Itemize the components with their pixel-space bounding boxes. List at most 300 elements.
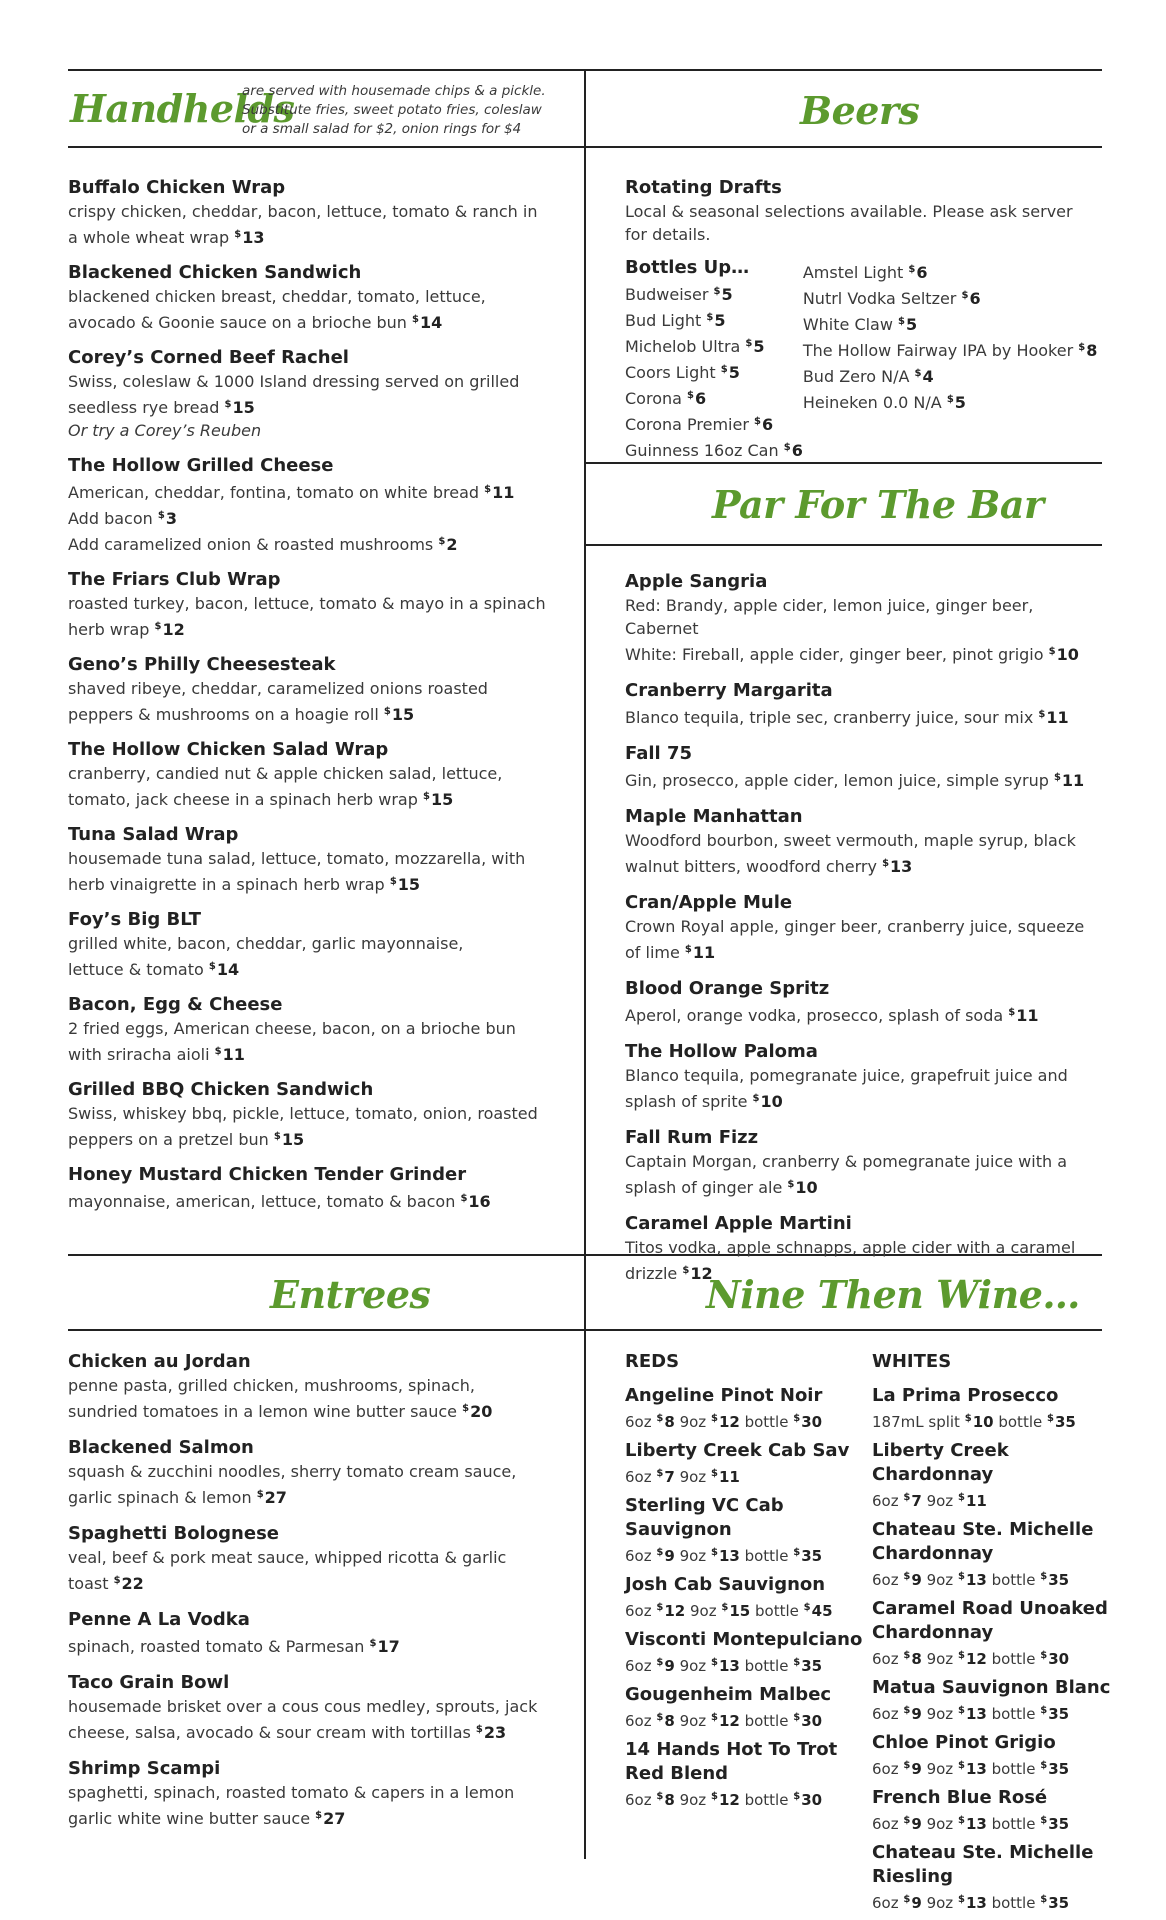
- pour-label: bottle: [744, 1547, 789, 1565]
- item-desc: [68, 370, 568, 442]
- price: [656, 1657, 674, 1675]
- dollar-sign: $: [903, 1894, 911, 1905]
- menu-item: [625, 977, 1105, 1027]
- dollar-sign: $: [656, 1468, 664, 1479]
- bottle-item: [803, 284, 1098, 310]
- price-value: 13: [965, 1705, 987, 1723]
- price: [423, 790, 453, 809]
- dollar-sign: $: [882, 858, 890, 869]
- item-name: Foy’s Big BLT: [68, 909, 202, 930]
- dollar-sign: $: [273, 1131, 281, 1142]
- price-value: 8: [911, 1650, 922, 1668]
- item-desc: [68, 478, 568, 556]
- desc-line: [68, 592, 568, 615]
- price: [793, 1413, 822, 1431]
- price-value: 12: [162, 620, 185, 639]
- dollar-sign: $: [957, 1705, 965, 1716]
- desc-text: Titos vodka, apple schnapps, apple cider with a caramel drizzle: [625, 1238, 1076, 1283]
- dollar-sign: $: [721, 1602, 729, 1613]
- wine-prices: [872, 1889, 1112, 1914]
- dollar-sign: $: [957, 1571, 965, 1582]
- wine-prices: [625, 1542, 865, 1567]
- price: [1049, 645, 1079, 664]
- item-name: Geno’s Philly Cheesesteak: [68, 654, 336, 675]
- dollar-sign: $: [957, 1894, 965, 1905]
- price-value: 12: [718, 1791, 740, 1809]
- reds-column: [625, 1350, 865, 1817]
- price-value: 15: [391, 705, 415, 724]
- price: [1054, 771, 1084, 790]
- price: [315, 1809, 345, 1828]
- desc-line: [68, 370, 568, 393]
- desc-text: splash of sprite: [625, 1092, 748, 1111]
- wine-name: Visconti Montepulciano: [625, 1629, 863, 1650]
- price: [958, 1894, 987, 1912]
- wine-item: [872, 1841, 1112, 1914]
- menu-item: [68, 653, 568, 726]
- wine-prices: [872, 1810, 1112, 1835]
- price-value: 8: [664, 1791, 675, 1809]
- desc-line: [68, 1040, 568, 1066]
- pour-label: 9oz: [679, 1791, 707, 1809]
- desc-text: peppers & mushrooms on a hoagie roll: [68, 705, 379, 724]
- price-value: 10: [760, 1092, 783, 1111]
- dollar-sign: $: [957, 1650, 965, 1661]
- item-desc: [68, 762, 568, 811]
- price: [753, 1092, 783, 1111]
- menu-item: [625, 679, 1105, 729]
- price-value: 14: [216, 960, 240, 979]
- wine-prices: [625, 1597, 865, 1622]
- pour-label: 6oz: [625, 1791, 652, 1809]
- desc-text: cheese, salsa, avocado & sour cream with tortillas: [68, 1723, 471, 1742]
- price-value: 8: [1086, 341, 1098, 360]
- dollar-sign: $: [793, 1791, 801, 1802]
- price: [711, 1468, 740, 1486]
- pour-label: 6oz: [872, 1571, 899, 1589]
- price-value: 8: [664, 1413, 675, 1431]
- pour-label: 9oz: [690, 1602, 717, 1620]
- desc-text: splash of ginger ale: [625, 1178, 783, 1197]
- price-value: 11: [1016, 1006, 1039, 1025]
- bar-title: Par For The Bar: [712, 482, 1044, 527]
- bottle-item: [803, 388, 1098, 414]
- desc-text: Crown Royal apple, ginger beer, cranberry juice, squeeze: [625, 917, 1085, 936]
- desc-text: White: Fireball, apple cider, ginger beer, pinot grigio: [625, 645, 1044, 664]
- dollar-sign: $: [687, 390, 694, 401]
- price-value: 27: [264, 1488, 287, 1507]
- item-desc: [625, 594, 1105, 666]
- wine-name: Chateau Ste. Michelle Riesling: [872, 1842, 1094, 1887]
- wine-item: [625, 1384, 865, 1433]
- item-desc: [625, 703, 1105, 729]
- price: [1040, 1894, 1069, 1912]
- note-line: or a small salad for $2, onion rings for $4: [242, 121, 522, 137]
- item-name: Corey’s Corned Beef Rachel: [68, 347, 349, 368]
- desc-line: [68, 677, 568, 700]
- price: [793, 1657, 822, 1675]
- menu-item: [625, 805, 1105, 878]
- desc-text: crispy chicken, cheddar, bacon, lettuce, tomato & ranch in: [68, 202, 538, 221]
- menu-item: [68, 1163, 568, 1213]
- dollar-sign: $: [745, 338, 753, 349]
- price: [958, 1492, 987, 1510]
- wine-item: [872, 1439, 1112, 1512]
- wine-item: [872, 1597, 1112, 1670]
- menu-item: [68, 823, 568, 896]
- dollar-sign: $: [460, 1193, 468, 1204]
- wine-name: Liberty Creek Chardonnay: [872, 1440, 1009, 1485]
- handhelds-list: [68, 176, 568, 1225]
- dollar-sign: $: [1047, 1413, 1054, 1424]
- bar-top-rule: [586, 462, 1102, 464]
- item-desc: [625, 915, 1105, 964]
- extra-line: [68, 504, 568, 530]
- price: [484, 483, 514, 502]
- price: [656, 1791, 674, 1809]
- desc-line: [625, 1087, 1105, 1113]
- dollar-sign: $: [154, 621, 162, 632]
- pour-label: 6oz: [625, 1468, 652, 1486]
- dollar-sign: $: [908, 264, 916, 275]
- price-value: 27: [323, 1809, 346, 1828]
- desc-line: [625, 703, 1105, 729]
- desc-text: veal, beef & pork meat sauce, whipped ricotta & garlic: [68, 1548, 507, 1567]
- menu-item: [625, 1126, 1105, 1199]
- item-desc: [625, 1150, 1105, 1199]
- wine-name: Sterling VC Cab Sauvignon: [625, 1495, 784, 1540]
- wine-name: Matua Sauvignon Blanc: [872, 1677, 1111, 1698]
- price: [1040, 1650, 1069, 1668]
- price: [370, 1637, 400, 1656]
- dollar-sign: $: [946, 394, 954, 405]
- price-value: 13: [965, 1571, 987, 1589]
- pour-label: 187mL: [872, 1413, 924, 1431]
- desc-line: [625, 1150, 1105, 1173]
- pour-label: 6oz: [625, 1602, 652, 1620]
- item-desc: [68, 1695, 568, 1744]
- price-value: 5: [714, 311, 726, 330]
- price: [460, 1192, 490, 1211]
- desc-line: [68, 1017, 568, 1040]
- price-value: 35: [1048, 1705, 1070, 1723]
- price-value: 13: [965, 1760, 987, 1778]
- menu-item: [625, 891, 1105, 964]
- bottle-item: [803, 362, 1098, 388]
- desc-line: [68, 223, 568, 249]
- price: [711, 1712, 740, 1730]
- dollar-sign: $: [369, 1638, 377, 1649]
- price: [793, 1791, 822, 1809]
- pour-label: 6oz: [872, 1815, 899, 1833]
- price: [234, 228, 264, 247]
- dollar-sign: $: [1040, 1815, 1048, 1826]
- item-name: Taco Grain Bowl: [68, 1672, 230, 1693]
- price: [711, 1547, 740, 1565]
- pour-label: 6oz: [625, 1413, 652, 1431]
- handhelds-title: Handhelds: [70, 86, 295, 131]
- dollar-sign: $: [710, 1468, 718, 1479]
- pour-label: bottle: [755, 1602, 799, 1620]
- price: [685, 943, 715, 962]
- extra-text: Add bacon: [68, 509, 153, 528]
- center-divider: [584, 69, 586, 1859]
- dollar-sign: $: [710, 1547, 718, 1558]
- price-value: 35: [1048, 1815, 1070, 1833]
- item-desc: [625, 829, 1105, 878]
- wine-item: [872, 1384, 1112, 1433]
- price-value: 6: [761, 415, 774, 434]
- dollar-sign: $: [710, 1657, 718, 1668]
- price-value: 17: [377, 1637, 400, 1656]
- dollar-sign: $: [1040, 1760, 1048, 1771]
- price-value: 13: [242, 228, 265, 247]
- dollar-sign: $: [713, 286, 721, 297]
- price: [462, 1402, 492, 1421]
- menu-item: [68, 993, 568, 1066]
- price-value: 9: [664, 1547, 675, 1565]
- wine-item: [872, 1731, 1112, 1780]
- price-value: 13: [965, 1894, 987, 1912]
- menu-item: [68, 346, 568, 442]
- item-name: Maple Manhattan: [625, 806, 803, 827]
- menu-item: [68, 176, 568, 249]
- item-name: Shrimp Scampi: [68, 1758, 221, 1779]
- desc-text: Red: Brandy, apple cider, lemon juice, ginger beer, Cabernet: [625, 596, 1034, 638]
- price-value: 15: [232, 398, 255, 417]
- bottle-item: [803, 336, 1098, 362]
- bottle-name: White Claw: [802, 315, 893, 334]
- wine-prices: [625, 1707, 865, 1732]
- pour-label: bottle: [991, 1571, 1036, 1589]
- desc-line: [68, 785, 568, 811]
- desc-text: avocado & Goonie sauce on a brioche bun: [68, 313, 407, 332]
- dollar-sign: $: [961, 290, 969, 301]
- bar-header-rule: [586, 544, 1102, 546]
- price: [958, 1815, 987, 1833]
- extra-text: Add caramelized onion & roasted mushrooms: [68, 535, 434, 554]
- bottle-name: Corona Premier: [625, 415, 749, 434]
- price: [215, 1045, 245, 1064]
- dollar-sign: $: [682, 1265, 690, 1276]
- pour-label: 9oz: [679, 1468, 707, 1486]
- price-value: 2: [446, 535, 458, 554]
- price-value: 6: [969, 289, 981, 308]
- price: [158, 509, 177, 528]
- price: [903, 1894, 921, 1912]
- bottle-name: Coors Light: [625, 363, 716, 382]
- price-value: 5: [906, 315, 918, 334]
- pour-label: 9oz: [679, 1712, 707, 1730]
- price: [721, 1602, 750, 1620]
- bottle-item: [625, 410, 803, 436]
- menu-item: [68, 1078, 568, 1151]
- desc-line: [68, 762, 568, 785]
- price: [257, 1488, 287, 1507]
- dollar-sign: $: [957, 1815, 965, 1826]
- dollar-sign: $: [656, 1791, 664, 1802]
- wine-prices: [872, 1566, 1112, 1591]
- item-desc: [68, 932, 568, 981]
- desc-text: cranberry, candied nut & apple chicken salad, lettuce,: [68, 764, 503, 783]
- price: [656, 1712, 674, 1730]
- price-value: 6: [916, 263, 928, 282]
- wine-prices: [625, 1786, 865, 1811]
- desc-text: housemade brisket over a cous cous medley, sprouts, jack: [68, 1697, 538, 1716]
- desc-line: [625, 640, 1105, 666]
- dollar-sign: $: [793, 1547, 801, 1558]
- price-value: 15: [729, 1602, 751, 1620]
- price-value: 20: [470, 1402, 493, 1421]
- item-name: Penne A La Vodka: [68, 1609, 250, 1630]
- desc-line: Local & seasonal selections available. Please ask server: [625, 202, 1073, 221]
- price: [903, 1705, 921, 1723]
- price: [1040, 1571, 1069, 1589]
- price: [903, 1492, 921, 1510]
- pour-label: 9oz: [926, 1492, 954, 1510]
- wine-prices: [872, 1487, 1112, 1512]
- desc-line: [68, 1187, 568, 1213]
- pour-label: 9oz: [679, 1413, 707, 1431]
- price-value: 35: [801, 1547, 823, 1565]
- wine-item: [625, 1494, 865, 1567]
- pour-label: 9oz: [926, 1571, 954, 1589]
- menu-item: [68, 1522, 568, 1595]
- price-value: 15: [397, 875, 421, 894]
- item-desc: [68, 1187, 568, 1213]
- desc-line: [68, 1460, 568, 1483]
- price: [714, 285, 733, 304]
- price-value: 11: [1046, 708, 1069, 727]
- pour-label: bottle: [744, 1657, 789, 1675]
- price: [958, 1705, 987, 1723]
- price: [1008, 1006, 1038, 1025]
- item-desc: [68, 1102, 568, 1151]
- dollar-sign: $: [1040, 1894, 1048, 1905]
- dollar-sign: $: [898, 316, 906, 327]
- item-name: The Friars Club Wrap: [68, 569, 281, 590]
- item-desc: [68, 1017, 568, 1066]
- price: [1078, 341, 1097, 360]
- dollar-sign: $: [957, 1760, 965, 1771]
- dollar-sign: $: [1038, 709, 1046, 720]
- price-value: 12: [965, 1650, 987, 1668]
- price: [390, 875, 420, 894]
- price: [476, 1723, 506, 1742]
- bottle-item: [625, 384, 803, 410]
- desc-text: Swiss, coleslaw & 1000 Island dressing served on grilled: [68, 372, 520, 391]
- item-desc: [68, 1781, 568, 1830]
- price-value: 11: [718, 1468, 740, 1486]
- item-desc: [68, 285, 568, 334]
- price-value: 4: [922, 367, 934, 386]
- wine-prices: [625, 1463, 865, 1488]
- wine-prices: [872, 1700, 1112, 1725]
- dollar-sign: $: [903, 1492, 911, 1503]
- pour-label: bottle: [744, 1791, 789, 1809]
- dollar-sign: $: [706, 312, 714, 323]
- dollar-sign: $: [656, 1602, 664, 1613]
- price-value: 6: [694, 389, 707, 408]
- wine-item: [872, 1676, 1112, 1725]
- price: [784, 441, 803, 460]
- wine-prices: [872, 1408, 1112, 1433]
- menu-item: [68, 261, 568, 334]
- dollar-sign: $: [656, 1413, 664, 1424]
- desc-text: herb vinaigrette in a spinach herb wrap: [68, 875, 385, 894]
- item-name: The Hollow Paloma: [625, 1041, 818, 1062]
- desc-text: squash & zucchini noodles, sherry tomato cream sauce,: [68, 1462, 517, 1481]
- menu-item: [68, 568, 568, 641]
- dollar-sign: $: [1040, 1705, 1048, 1716]
- entrees-list: [68, 1350, 568, 1843]
- item-name: Blood Orange Spritz: [625, 978, 830, 999]
- pour-label: 9oz: [926, 1760, 954, 1778]
- item-name: Cran/Apple Mule: [625, 892, 793, 913]
- note-line: Substitute fries, sweet potato fries, coleslaw: [242, 102, 542, 118]
- price-value: 11: [692, 943, 716, 962]
- item-desc: [68, 677, 568, 726]
- desc-line: [68, 200, 568, 223]
- desc-text: garlic white wine butter sauce: [68, 1809, 311, 1828]
- desc-line: [68, 1125, 568, 1151]
- price: [384, 705, 414, 724]
- price-value: 35: [801, 1657, 823, 1675]
- dollar-sign: $: [793, 1413, 801, 1424]
- desc-line: [625, 1001, 1105, 1027]
- bottle-name: The Hollow Fairway IPA by Hooker: [802, 341, 1074, 360]
- dollar-sign: $: [256, 1489, 264, 1500]
- pour-label: 6oz: [625, 1547, 652, 1565]
- price: [908, 263, 927, 282]
- price: [114, 1574, 144, 1593]
- wine-prices: [872, 1755, 1112, 1780]
- price: [687, 389, 706, 408]
- desc-line: [625, 852, 1105, 878]
- price-value: 14: [420, 313, 443, 332]
- price: [965, 1413, 994, 1431]
- beers-section: [625, 176, 1098, 462]
- price-value: 6: [791, 441, 803, 460]
- price-value: 35: [1048, 1894, 1070, 1912]
- desc-text: garlic spinach & lemon: [68, 1488, 252, 1507]
- item-desc: [625, 766, 1105, 792]
- reds-list: [625, 1384, 865, 1811]
- desc-text: American, cheddar, fontina, tomato on white bread: [68, 483, 480, 502]
- dollar-sign: $: [903, 1760, 911, 1771]
- item-desc: [625, 1236, 1105, 1285]
- item-name: Caramel Apple Martini: [625, 1213, 852, 1234]
- wine-prices: [625, 1408, 865, 1433]
- price-value: 7: [664, 1468, 675, 1486]
- price: [438, 535, 457, 554]
- wine-item: [625, 1628, 865, 1677]
- wine-item: [625, 1439, 865, 1488]
- price-value: 11: [492, 483, 515, 502]
- desc-text: sundried tomatoes in a lemon wine butter sauce: [68, 1402, 457, 1421]
- item-name: Blackened Chicken Sandwich: [68, 262, 362, 283]
- dollar-sign: $: [914, 368, 922, 379]
- wine-prices: [872, 1645, 1112, 1670]
- item-name: Apple Sangria: [625, 571, 768, 592]
- price: [745, 337, 764, 356]
- item-name: Honey Mustard Chicken Tender Grinder: [68, 1164, 467, 1185]
- dollar-sign: $: [710, 1791, 718, 1802]
- price: [754, 415, 773, 434]
- price: [903, 1815, 921, 1833]
- price: [1040, 1815, 1069, 1833]
- menu-item: [68, 1757, 568, 1830]
